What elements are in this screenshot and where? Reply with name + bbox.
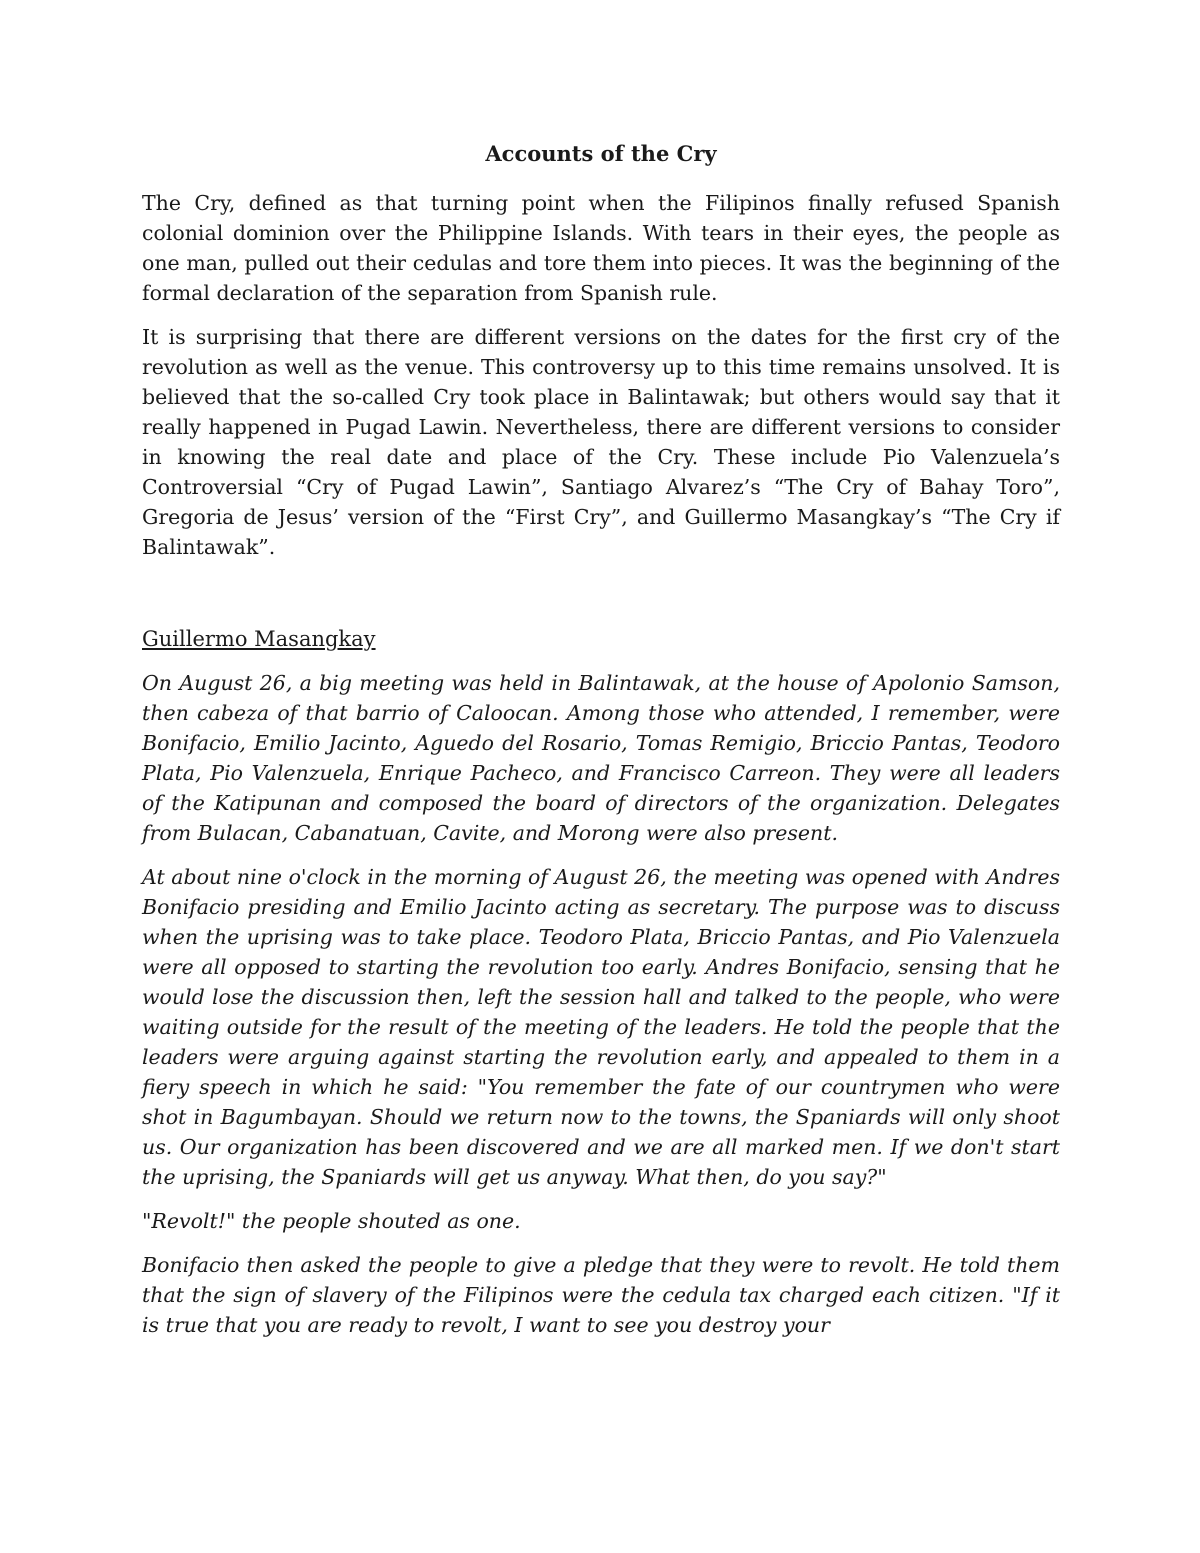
quote-paragraph-2: At about nine o'clock in the morning of August 26, the meeting was opened with Andres Bonifacio presiding and Emilio Jacinto acting as secretary. The purpose was to discuss when the uprising was to take place. Teodoro Plata, Briccio Pantas, and Pio Valenzuela were all opposed to starting the revolution too early. Andres Bonifacio, sensing that he would lose the discussion then, left the session hall and talked to the people, who were waiting outside for the result of the meeting of the leaders. He told the people that the leaders were arguing against starting the revolution early, and appealed to them in a fiery speech in which he said: "You remember the fate of our countrymen who were shot in Bagumbayan. Should we return now to the towns, the Spaniards will only shoot us. Our organization has been discovered and we are all marked men. If we don't start the uprising, the Spaniards will get us anyway. What then, do you say?" (142, 865, 1060, 1189)
document-body (142, 138, 1060, 1354)
quote-paragraph-4: Bonifacio then asked the people to give a pledge that they were to revolt. He told them that the sign of slavery of the Filipinos were the cedula tax charged each citizen. "If it is true that you are ready to revolt, I want to see you destroy your (142, 1253, 1060, 1337)
section-spacer (142, 576, 1060, 624)
section-heading: Guillermo Masangkay (142, 627, 376, 651)
intro-paragraph-1: The Cry, defined as that turning point when the Filipinos finally refused Spanish colonial dominion over the Philippine Islands. With tears in their eyes, the people as one man, pulled out their cedulas and tore them into pieces. It was the beginning of the formal declaration of the separation from Spanish rule. (142, 191, 1060, 305)
page-title: Accounts of the Cry (485, 141, 717, 166)
quote-paragraph-1: On August 26, a big meeting was held in Balintawak, at the house of Apolonio Samson, then cabeza of that barrio of Caloocan. Among those who attended, I remember, were Bonifacio, Emilio Jacinto, Aguedo del Rosario, Tomas Remigio, Briccio Pantas, Teodoro Plata, Pio Valenzuela, Enrique Pacheco, and Francisco Carreon. They were all leaders of the Katipunan and composed the board of directors of the organization. Delegates from Bulacan, Cabanatuan, Cavite, and Morong were also present. (142, 671, 1060, 845)
quote-paragraph-3: "Revolt!" the people shouted as one. (142, 1209, 521, 1233)
intro-paragraph-2: It is surprising that there are different versions on the dates for the first cry of the revolution as well as the venue. This controversy up to this time remains unsolved. It is believed that the so-called Cry took place in Balintawak; but others would say that it really happened in Pugad Lawin. Nevertheless, there are different versions to consider in knowing the real date and place of the Cry. These include Pio Valenzuela’s Controversial “Cry of Pugad Lawin”, Santiago Alvarez’s “The Cry of Bahay Toro”, Gregoria de Jesus’ version of the “First Cry”, and Guillermo Masangkay’s “The Cry if Balintawak”. (142, 325, 1060, 559)
